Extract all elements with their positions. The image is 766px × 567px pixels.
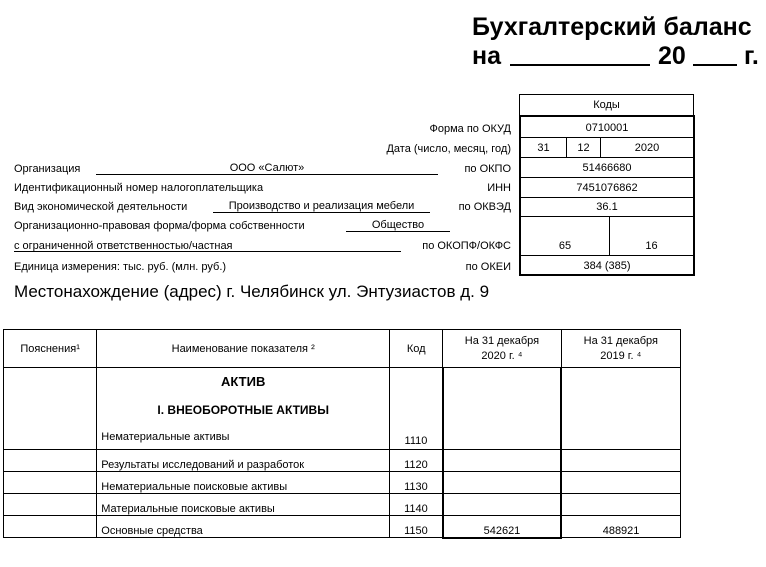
legal-form-value: Общество bbox=[371, 219, 425, 231]
org-value: ООО «Салют» bbox=[229, 162, 305, 174]
legal-form-label: Организационно-правовая форма/форма собственности bbox=[14, 220, 305, 232]
row-value-2019 bbox=[561, 494, 680, 516]
activity-label: Вид экономической деятельности bbox=[14, 201, 188, 213]
section-notes-cell bbox=[4, 368, 97, 450]
activity-value: Производство и реализация мебели bbox=[228, 200, 415, 212]
row-value-2019 bbox=[561, 450, 680, 472]
okud-label: Форма по ОКУД bbox=[429, 123, 511, 135]
row-code: 1120 bbox=[390, 450, 443, 472]
okved-label: по ОКВЭД bbox=[458, 201, 511, 213]
table-row bbox=[4, 494, 681, 516]
col-header-2019 bbox=[561, 330, 680, 368]
row-value-2020 bbox=[443, 494, 561, 516]
col-header-2019-line1: На 31 декабря bbox=[583, 334, 658, 347]
codes-caption: Коды bbox=[593, 99, 620, 111]
row-value-2019 bbox=[561, 368, 680, 450]
section-asset: АКТИВ bbox=[221, 374, 266, 389]
row-name: Нематериальные активы bbox=[101, 431, 230, 443]
col-header-2020 bbox=[443, 330, 561, 368]
col-header-2019-line2: 2019 г. ⁴ bbox=[600, 349, 642, 362]
row-name: Нематериальные поисковые активы bbox=[97, 472, 390, 494]
okud-value: 0710001 bbox=[585, 122, 629, 134]
org-label: Организация bbox=[14, 163, 81, 175]
row-notes bbox=[4, 494, 97, 516]
col-header-code: Код bbox=[390, 330, 443, 368]
row-name: Основные средства bbox=[97, 516, 390, 538]
okpo-value: 51466680 bbox=[582, 162, 632, 174]
okved-value: 36.1 bbox=[596, 201, 618, 213]
date-label: Дата (число, месяц, год) bbox=[386, 143, 511, 155]
title-date-blank bbox=[510, 64, 650, 66]
section-noncurrent: I. ВНЕОБОРОТНЫЕ АКТИВЫ bbox=[157, 403, 329, 417]
title-date-prefix: на bbox=[472, 42, 502, 70]
date-year: 2020 bbox=[634, 142, 660, 154]
okopf-value: 65 bbox=[558, 240, 572, 252]
title-date-suffix: г. bbox=[744, 42, 759, 70]
row-notes bbox=[4, 450, 97, 472]
row-code: 1130 bbox=[390, 472, 443, 494]
table-row bbox=[4, 450, 681, 472]
address: Местонахождение (адрес) г. Челябинск ул. Энтузиастов д. 9 bbox=[14, 282, 490, 301]
row-notes bbox=[4, 472, 97, 494]
okopf-label: по ОКОПФ/ОКФС bbox=[422, 240, 511, 252]
okei-value: 384 (385) bbox=[583, 260, 631, 272]
row-code: 1140 bbox=[390, 494, 443, 516]
balance-table bbox=[3, 329, 681, 539]
inn-label: ИНН bbox=[487, 182, 511, 194]
okei-label: по ОКЕИ bbox=[465, 261, 511, 273]
row-name: Результаты исследований и разработок bbox=[97, 450, 390, 472]
table-header-row bbox=[4, 330, 681, 368]
legal-form-line2: с ограниченной ответственностью/частная bbox=[14, 240, 233, 252]
col-header-notes: Пояснения¹ bbox=[4, 330, 97, 368]
row-value-2019 bbox=[561, 472, 680, 494]
date-day: 31 bbox=[537, 142, 550, 154]
col-header-2020-line1: На 31 декабря bbox=[464, 334, 540, 347]
table-row bbox=[4, 516, 681, 538]
col-header-name: Наименование показателя ² bbox=[97, 330, 390, 368]
inn-value: 7451076862 bbox=[576, 182, 638, 194]
date-month: 12 bbox=[577, 142, 590, 154]
row-value-2020: 542621 bbox=[443, 516, 561, 538]
unit-label: Единица измерения: тыс. руб. (млн. руб.) bbox=[14, 261, 227, 273]
table-row bbox=[4, 472, 681, 494]
row-name: Материальные поисковые активы bbox=[97, 494, 390, 516]
row-code: 1150 bbox=[390, 516, 443, 538]
okfs-value: 16 bbox=[645, 240, 658, 252]
row-notes bbox=[4, 516, 97, 538]
section-row bbox=[4, 368, 681, 450]
inn-caption: Идентификационный номер налогоплательщика bbox=[14, 182, 264, 194]
row-value-2020 bbox=[443, 472, 561, 494]
title-date-year: 20 bbox=[658, 42, 686, 70]
row-code: 1110 bbox=[390, 368, 443, 450]
page-title: Бухгалтерский баланс bbox=[472, 13, 752, 41]
section-name-cell bbox=[97, 368, 390, 450]
col-header-2020-line2: 2020 г. ⁴ bbox=[481, 349, 523, 362]
row-value-2020 bbox=[443, 450, 561, 472]
okpo-label: по ОКПО bbox=[464, 163, 511, 175]
row-value-2020 bbox=[443, 368, 561, 450]
row-value-2019: 488921 bbox=[561, 516, 680, 538]
title-year-blank bbox=[693, 64, 737, 66]
